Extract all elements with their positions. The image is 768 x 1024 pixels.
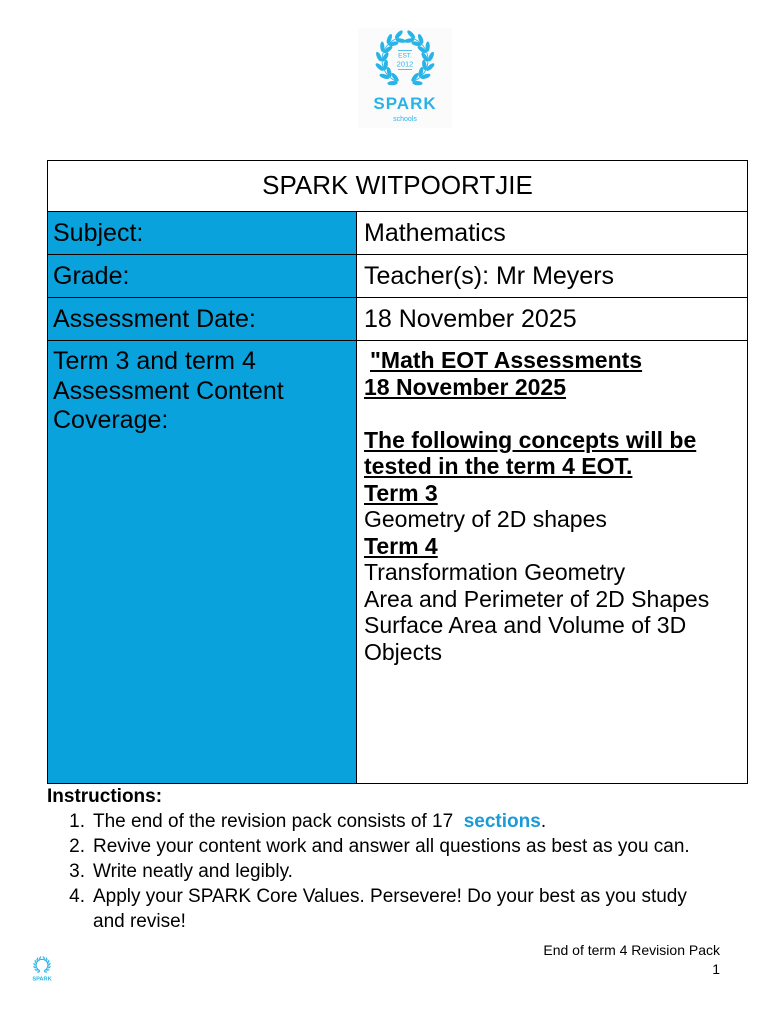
- instruction-text: Write neatly and legibly.: [93, 861, 293, 882]
- grade-row: [48, 255, 747, 298]
- logo-year-text: 2012: [396, 59, 414, 69]
- teacher-value: Teacher(s): Mr Meyers: [364, 262, 615, 290]
- content-coverage-details: [357, 341, 747, 783]
- instruction-number: 2.: [69, 836, 85, 857]
- assessment-info-table: [47, 160, 748, 784]
- laurel-wreath-icon: [358, 28, 452, 128]
- content-coverage-row: [48, 341, 747, 783]
- assessment-date-value: 18 November 2025: [364, 305, 577, 333]
- instruction-text-suffix: .: [540, 811, 547, 832]
- coverage-heading: "Math EOT Assessments: [370, 347, 643, 373]
- instruction-text: [93, 809, 713, 834]
- wreath-leaves: [33, 956, 51, 973]
- footer-title: End of term 4 Revision Pack: [543, 942, 720, 958]
- instruction-number: 4.: [69, 886, 85, 907]
- subject-row: [48, 212, 747, 255]
- logo-sub-text: schools: [393, 116, 417, 123]
- subject-label: Subject:: [48, 212, 357, 254]
- term4-heading: Term 4: [364, 532, 438, 559]
- instructions-section: [47, 784, 727, 934]
- term4-topic: Transformation Geometry: [364, 559, 626, 585]
- term3-heading: Term 3: [364, 479, 438, 506]
- instruction-number: 1.: [69, 811, 85, 832]
- instructions-heading: Instructions:: [47, 786, 163, 807]
- instruction-item: [47, 884, 727, 934]
- assessment-date-label: Assessment Date:: [48, 298, 357, 340]
- coverage-date: 18 November 2025: [364, 373, 567, 400]
- spark-schools-logo: [358, 28, 452, 128]
- instruction-number: 3.: [69, 861, 85, 882]
- school-title: SPARK WITPOORTJIE: [48, 161, 747, 212]
- content-coverage-label: Term 3 and term 4 Assessment Content Coverage:: [48, 341, 357, 783]
- subject-value: Mathematics: [364, 219, 506, 247]
- instruction-item: [47, 834, 727, 859]
- instruction-text: Revive your content work and answer all questions as best as you can.: [93, 836, 690, 857]
- assessment-date-row: [48, 298, 747, 341]
- instruction-item: [47, 809, 727, 834]
- instruction-text: Apply your SPARK Core Values. Persevere! Do your best as you study and revise!: [93, 886, 693, 932]
- page-number: 1: [712, 961, 720, 977]
- coverage-intro: The following concepts will be tested in the term 4 EOT.: [364, 426, 697, 479]
- grade-label: Grade:: [48, 255, 357, 297]
- wreath-leaf: [48, 966, 51, 969]
- footer-logo-brand: SPARK: [32, 976, 52, 983]
- footer-logo: [28, 955, 56, 986]
- term4-topic: Area and Perimeter of 2D Shapes: [364, 585, 710, 612]
- logo-brand-text: SPARK: [373, 94, 437, 113]
- instructions-list: [47, 809, 727, 934]
- logo-est-text: EST.: [398, 52, 412, 60]
- term3-topic: Geometry of 2D shapes: [364, 506, 607, 532]
- term4-topic: Surface Area and Volume of 3D Objects: [364, 612, 687, 665]
- instruction-text-main: The end of the revision pack consists of 17: [93, 811, 464, 832]
- wreath-leaf: [33, 966, 36, 969]
- sections-highlight: sections: [463, 811, 541, 832]
- instruction-item: [47, 859, 727, 884]
- laurel-wreath-icon: [28, 955, 56, 986]
